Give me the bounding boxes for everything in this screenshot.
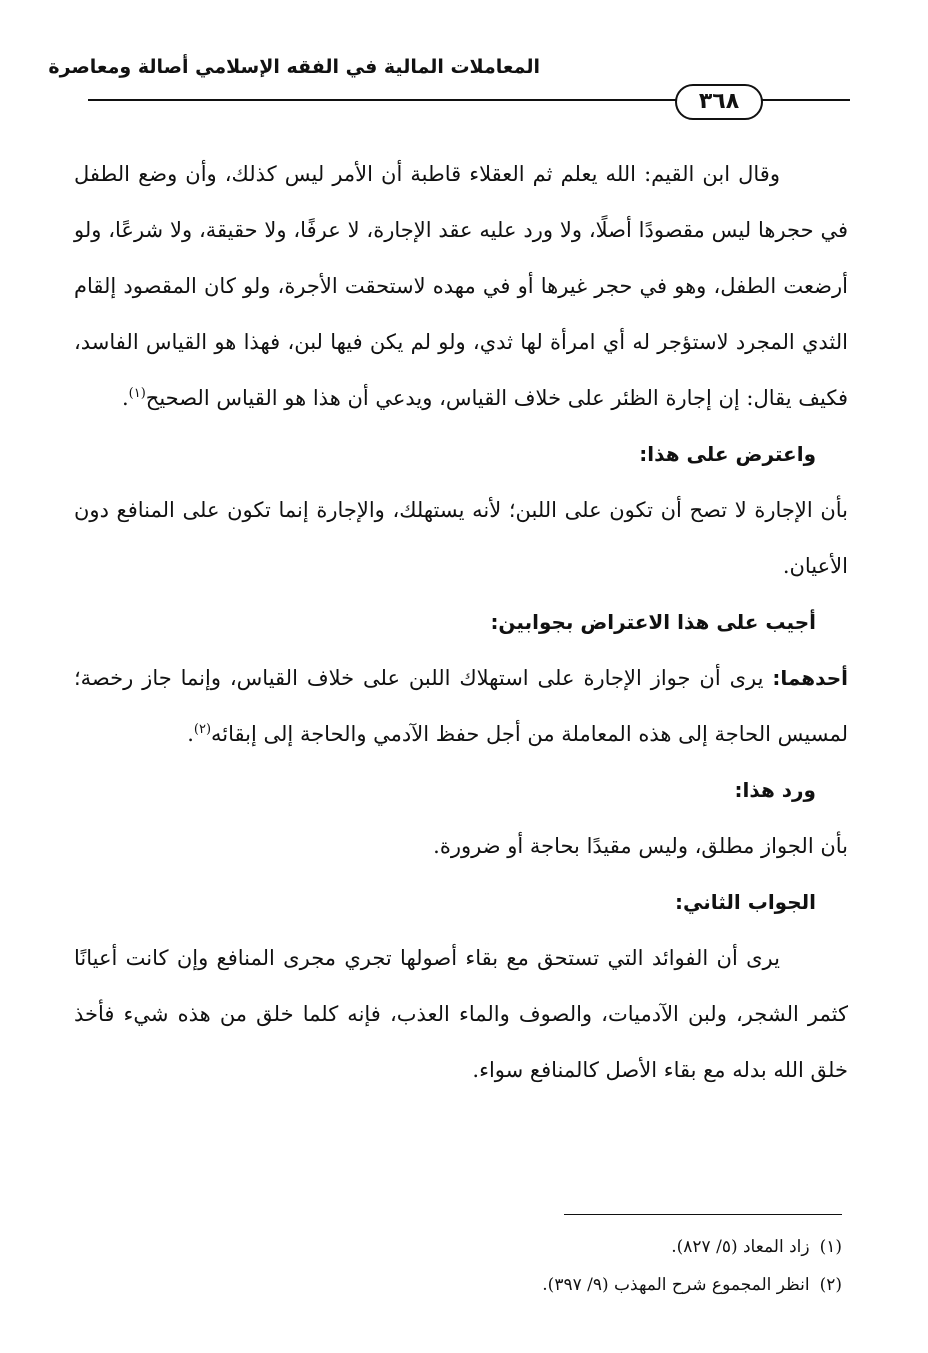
heading-second-answer: الجواب الثاني: xyxy=(674,890,816,914)
book-title: المعاملات المالية في الفقه الإسلامي أصالة ومعاصرة xyxy=(48,56,540,78)
paragraph-end: . xyxy=(121,386,129,410)
paragraph-second-answer: يرى أن الفوائد التي تستحق مع بقاء أصولها تجري مجرى المنافع وإن كانت أعيانًا كثمر الشجر، ولبن الآدميات، والصوف والماء العذب، فإنه كلما خلق من هذه شيء فأخذ خلق الله بدله مع بقاء الأصل كالمنافع سواء. xyxy=(74,946,848,1082)
paragraph-first-answer xyxy=(74,650,848,762)
page-body xyxy=(74,146,848,1098)
footnotes xyxy=(142,1228,842,1304)
first-answer-lead: أحدهما: xyxy=(772,666,848,690)
page-number: ٣٦٨ xyxy=(675,84,763,120)
page-header xyxy=(48,44,850,124)
footnote-rule xyxy=(564,1214,842,1215)
paragraph-text: وقال ابن القيم: الله يعلم ثم العقلاء قاطبة أن الأمر ليس كذلك، وأن وضع الطفل في حجرها ليس مقصودًا أصلًا، ولا ورد عليه عقد الإجارة، لا عرفًا، ولا حقيقة، ولا شرعًا، ولو أرضعت الطفل، وهو في حجر غيرها أو في مهده لاستحقت الأجرة، ولو كان المقصود إلقام الثدي المجرد لاستؤجر له أي امرأة لها ثدي، ولو لم يكن فيها لبن، فهذا هو القياس الفاسد، فكيف يقال: إن إجارة الظئر على خلاف القياس، ويدعي أن هذا هو القياس الصحيح xyxy=(74,162,848,410)
paragraph-objection: بأن الإجارة لا تصح أن تكون على اللبن؛ لأنه يستهلك، والإجارة إنما تكون على المنافع دون الأعيان. xyxy=(74,498,848,578)
paragraph-text: يرى أن جواز الإجارة على استهلاك اللبن على خلاف القياس، وإنما جاز رخصة؛ لمسيس الحاجة إلى هذه المعاملة من أجل حفظ الآدمي والحاجة إلى إبقائه xyxy=(74,666,848,746)
footnote-ref-1[interactable]: (١) xyxy=(128,386,146,401)
footnote-number: (٢) xyxy=(819,1275,842,1295)
footnote-number: (١) xyxy=(819,1237,842,1257)
footnote-1 xyxy=(142,1228,842,1266)
paragraph-end: . xyxy=(187,722,194,746)
footnote-ref-2[interactable]: (٢) xyxy=(193,722,212,737)
paragraph-reply: بأن الجواز مطلق، وليس مقيدًا بحاجة أو ضرورة. xyxy=(433,834,848,858)
paragraph-ibn-alqayyim xyxy=(74,146,848,426)
footnote-text: انظر المجموع شرح المهذب (٩/ ٣٩٧). xyxy=(542,1275,810,1295)
footnote-text: زاد المعاد (٥/ ٨٢٧). xyxy=(671,1237,810,1257)
footnote-2 xyxy=(142,1266,842,1304)
heading-reply: ورد هذا: xyxy=(734,778,816,802)
heading-answered: أجيب على هذا الاعتراض بجوابين: xyxy=(490,610,816,634)
heading-objection: واعترض على هذا: xyxy=(639,442,816,466)
